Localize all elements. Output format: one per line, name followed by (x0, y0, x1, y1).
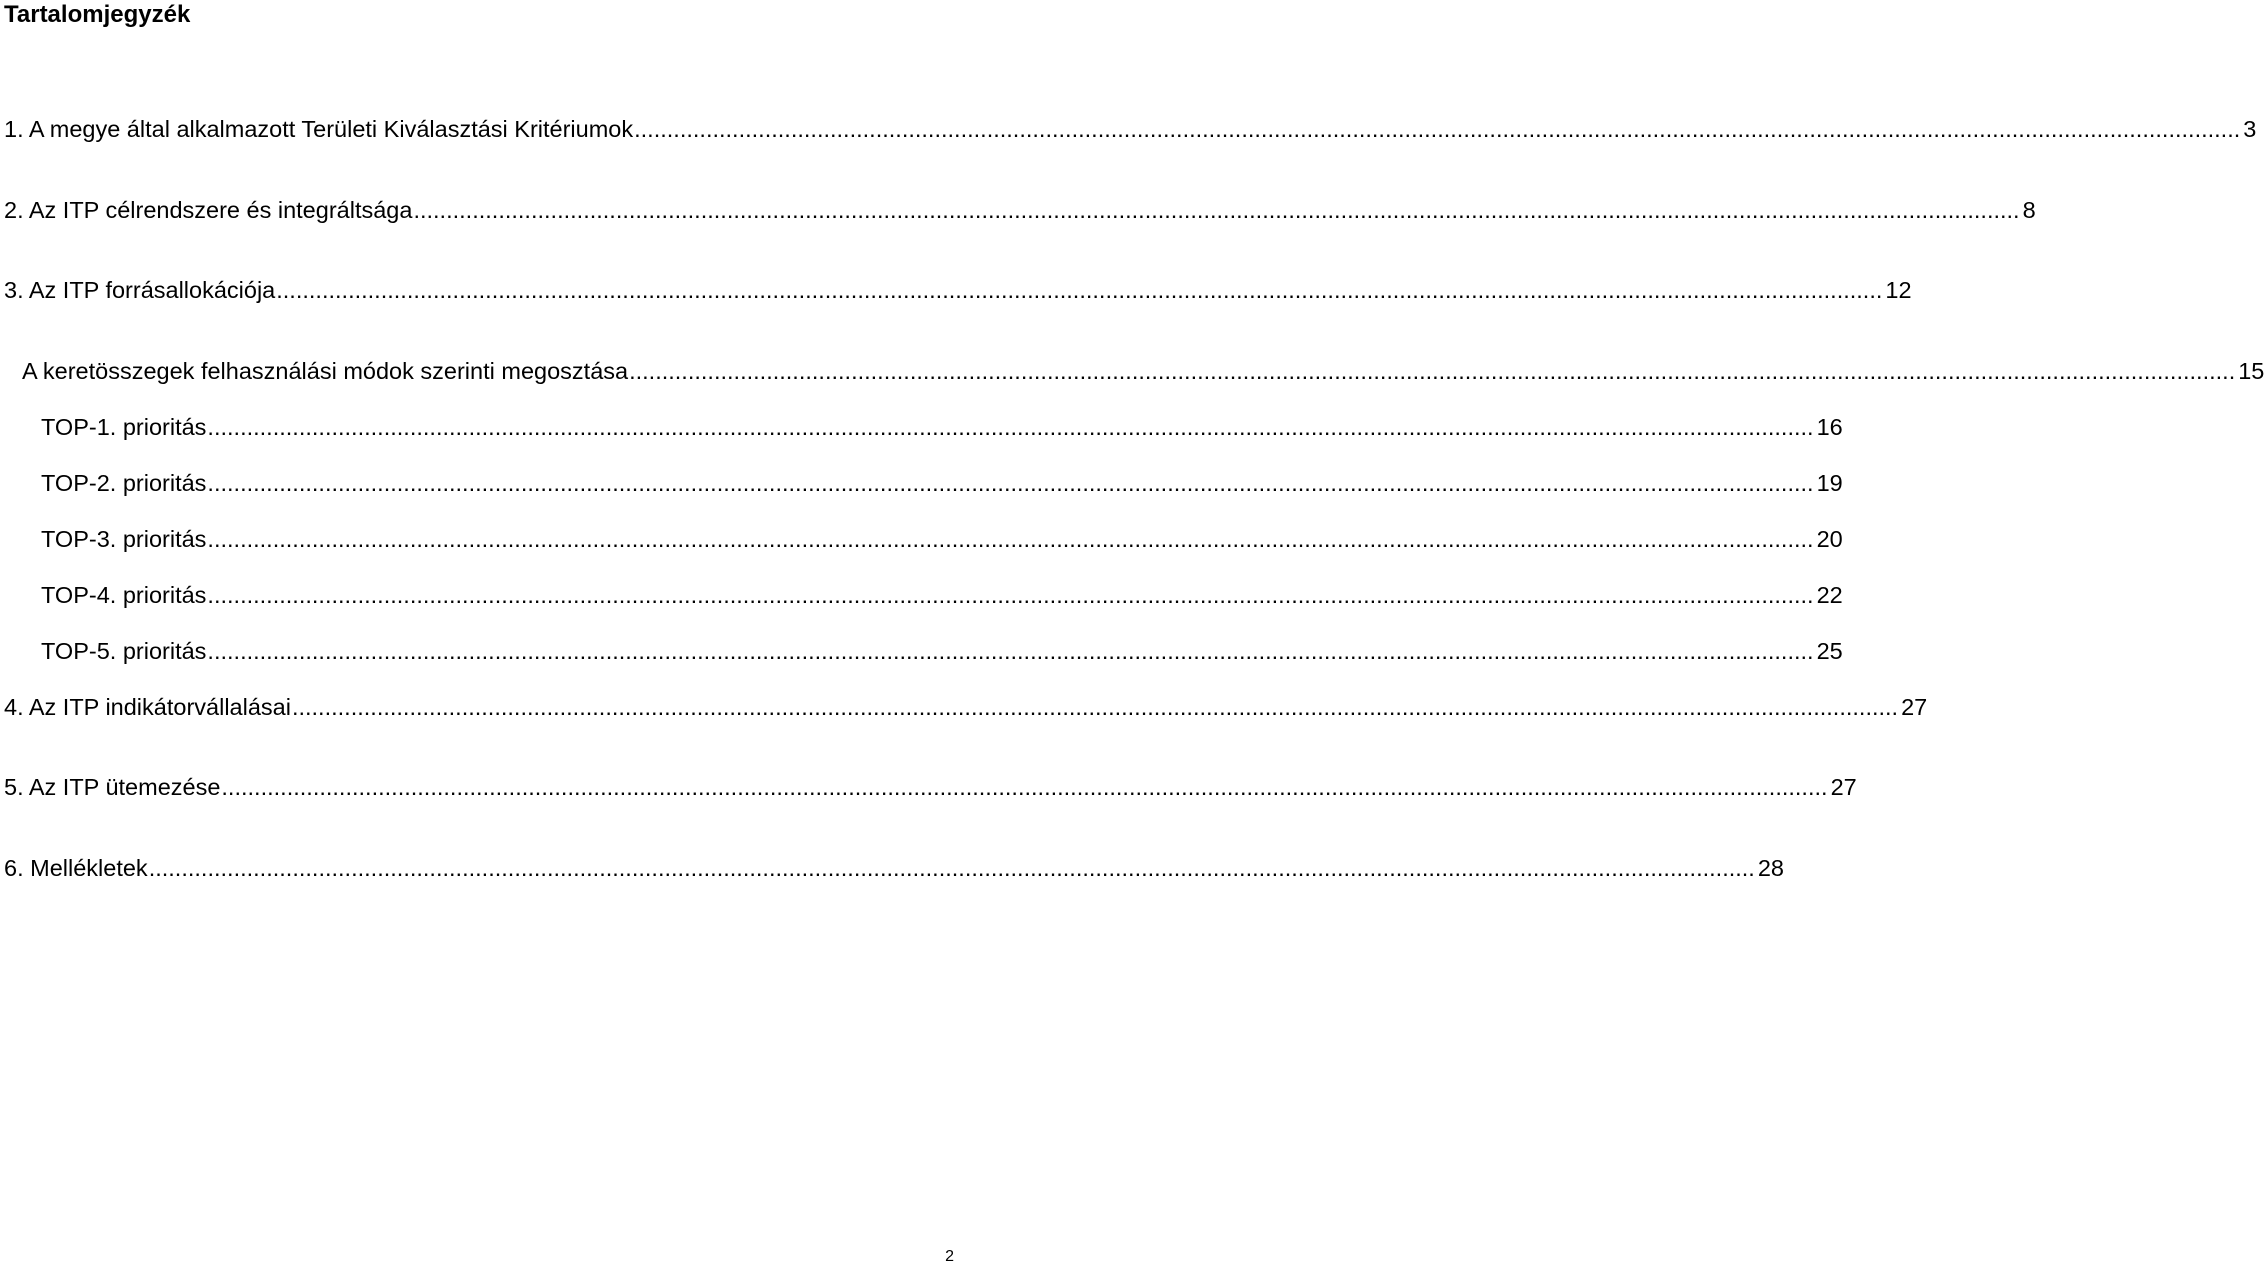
toc-leader: ...................................................................................................................................................................................................................................................... (207, 582, 1814, 608)
toc-leader: ...................................................................................................................................................................................................................................................... (634, 116, 2241, 142)
toc-leader: ...................................................................................................................................................................................................................................................... (413, 197, 2020, 223)
toc-leader: ...................................................................................................................................................................................................................................................... (291, 694, 1899, 720)
toc-page-number: 27 (1901, 694, 1928, 720)
toc-entry-1[interactable] (4, 111, 2257, 143)
toc-entry-top-3[interactable] (41, 521, 1843, 553)
toc-entry-5[interactable] (4, 769, 1857, 801)
toc-leader: ...................................................................................................................................................................................................................................................... (221, 774, 1828, 800)
toc-page-number: 15 (2238, 358, 2264, 384)
toc-entry-text: TOP-4. prioritás (41, 582, 207, 608)
toc-entry-top-2[interactable] (41, 465, 1843, 497)
toc-leader: ...................................................................................................................................................................................................................................................... (207, 638, 1814, 664)
toc-entry-text: 2. Az ITP célrendszere és integráltsága (4, 197, 413, 223)
toc-leader: ...................................................................................................................................................................................................................................................... (207, 414, 1814, 440)
toc-entry-text: TOP-3. prioritás (41, 526, 207, 552)
toc-entry-text: 4. Az ITP indikátorvállalásai (4, 694, 291, 720)
toc-leader: ...................................................................................................................................................................................................................................................... (207, 470, 1814, 496)
page-number: 2 (945, 1248, 954, 1265)
toc-page-number: 3 (2243, 116, 2257, 142)
toc-entry-text: 3. Az ITP forrásallokációja (4, 277, 276, 303)
toc-leader: ...................................................................................................................................................................................................................................................... (148, 855, 1755, 881)
toc-entry-text: A keretösszegek felhasználási módok szerinti megosztása (22, 358, 629, 384)
toc-entry-text: 6. Mellékletek (4, 855, 148, 881)
toc-page-number: 16 (1816, 414, 1843, 440)
toc-entry-top-5[interactable] (41, 633, 1843, 665)
toc-page-number: 25 (1816, 638, 1843, 664)
toc-page-number: 19 (1816, 470, 1843, 496)
toc-page-number: 8 (2022, 197, 2036, 223)
toc-entry-text: TOP-2. prioritás (41, 470, 207, 496)
toc-page-number: 12 (1885, 277, 1912, 303)
toc-page-number: 22 (1816, 582, 1843, 608)
toc-page-number: 20 (1816, 526, 1843, 552)
toc-leader: ...................................................................................................................................................................................................................................................... (629, 358, 2236, 384)
toc-entry-text: TOP-5. prioritás (41, 638, 207, 664)
toc-title: Tartalomjegyzék (4, 1, 191, 28)
toc-page-number: 28 (1757, 855, 1784, 881)
toc-entry-text: 1. A megye által alkalmazott Területi Kiválasztási Kritériumok (4, 116, 634, 142)
toc-entry-4[interactable] (4, 689, 1928, 721)
toc-entry-2[interactable] (4, 192, 2036, 224)
toc-entry-text: 5. Az ITP ütemezése (4, 774, 221, 800)
toc-entry-3-1[interactable] (22, 353, 2264, 385)
toc-entry-top-4[interactable] (41, 577, 1843, 609)
toc-entry-top-1[interactable] (41, 409, 1843, 441)
toc-leader: ...................................................................................................................................................................................................................................................... (207, 526, 1814, 552)
toc-entry-3[interactable] (4, 272, 1912, 304)
toc-entry-text: TOP-1. prioritás (41, 414, 207, 440)
toc-leader: ...................................................................................................................................................................................................................................................... (276, 277, 1883, 303)
toc-entry-6[interactable] (4, 850, 1784, 882)
toc-page-number: 27 (1830, 774, 1857, 800)
